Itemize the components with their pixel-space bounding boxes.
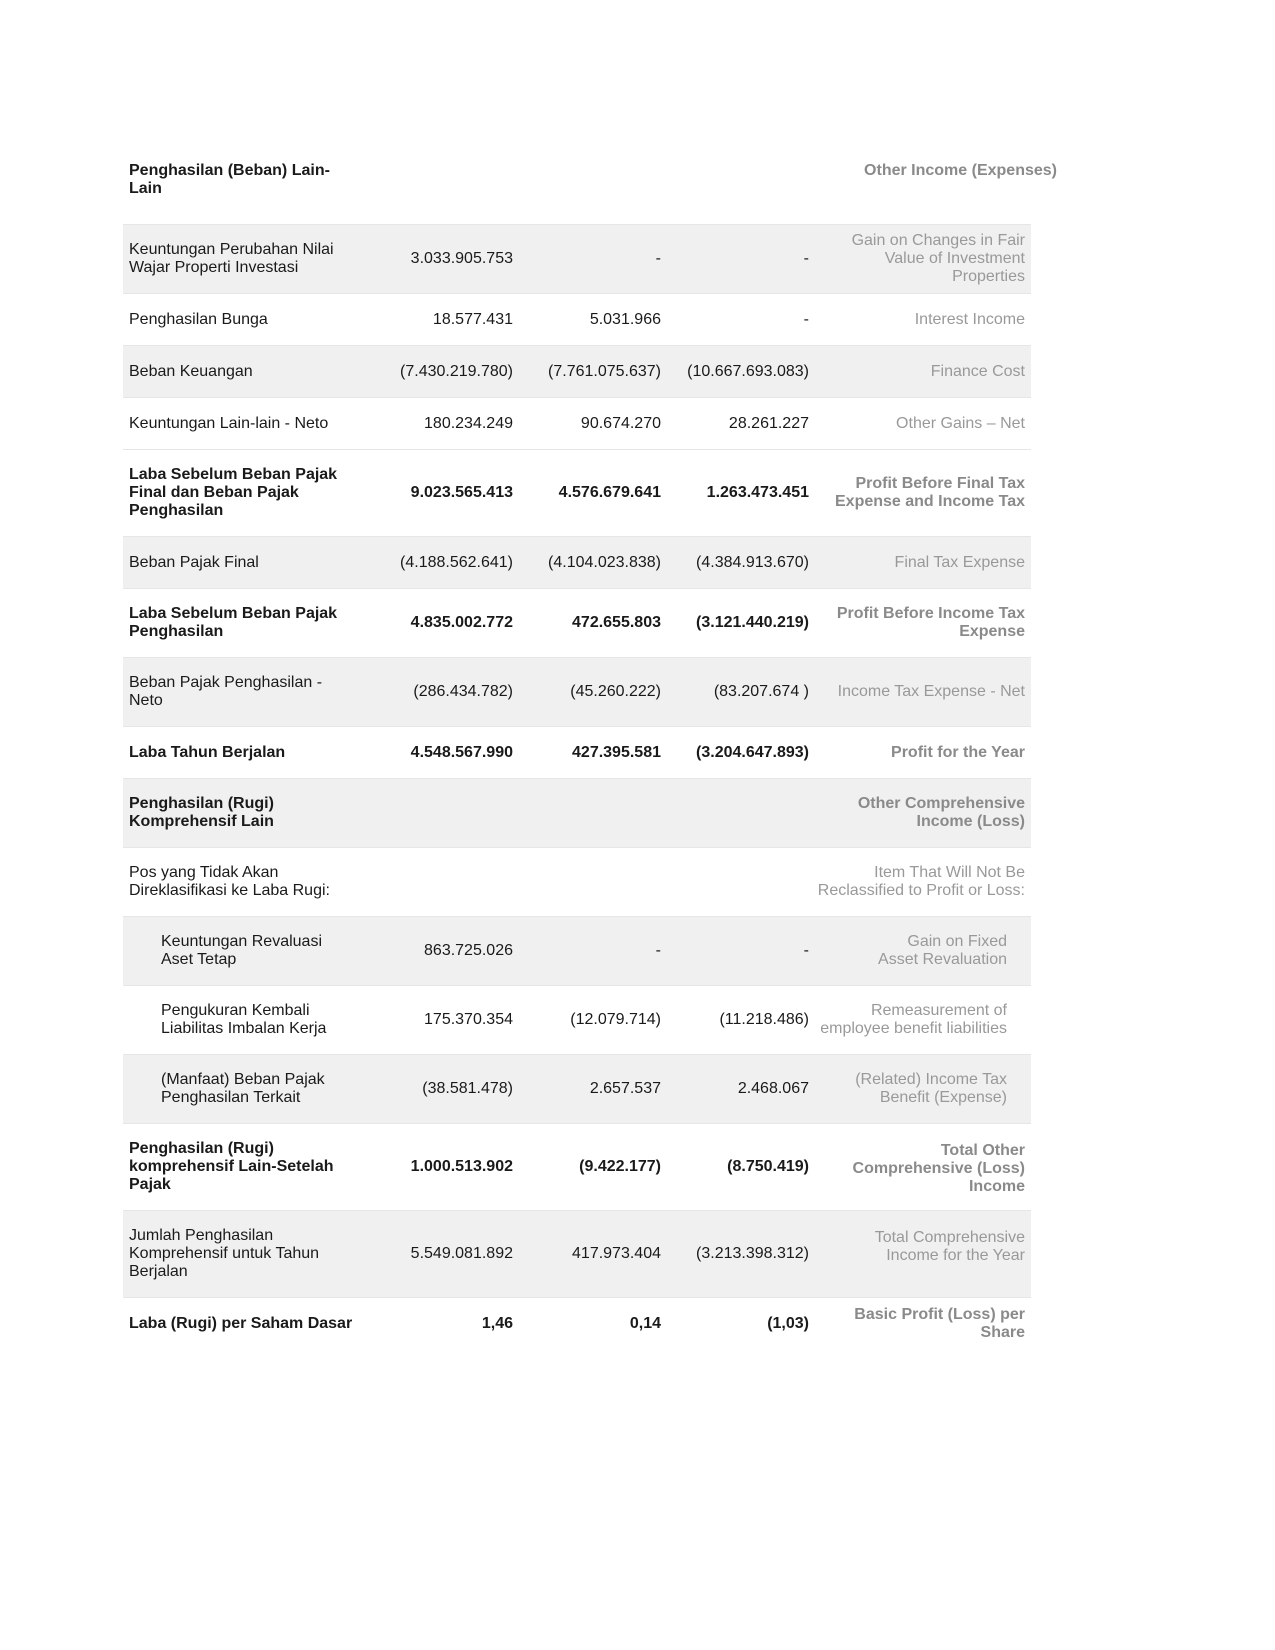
value-col-2: 0,14 [629, 1315, 661, 1332]
row-label-id: Laba Sebelum Beban Pajak Penghasilan [129, 605, 338, 640]
row-label-en: Total Other Comprehensive (Loss) Income [852, 1142, 1025, 1195]
value-col-1: 1.000.513.902 [410, 1158, 513, 1175]
table-row [123, 398, 1031, 450]
row-label-id: Laba Sebelum Beban Pajak Final dan Beban Pajak Penghasilan [129, 466, 338, 519]
row-label-id: Laba (Rugi) per Saham Dasar [129, 1315, 353, 1332]
row-label-en: Other Gains – Net [896, 414, 1025, 432]
value-col-3: (8.750.419) [727, 1158, 809, 1175]
value-col-2: (45.260.222) [570, 683, 661, 700]
row-label-en: Other Comprehensive Income (Loss) [857, 795, 1025, 830]
value-col-1: 5.549.081.892 [410, 1245, 513, 1262]
row-label-en: Profit for the Year [891, 743, 1025, 761]
value-col-3: 1.263.473.451 [706, 484, 809, 501]
value-col-3: (3.121.440.219) [696, 614, 809, 631]
table-row [123, 779, 1031, 848]
value-col-3: 2.468.067 [737, 1080, 809, 1097]
row-label-en: Interest Income [914, 310, 1025, 328]
table-row [123, 537, 1031, 589]
value-col-3: - [803, 250, 809, 267]
value-col-2: (4.104.023.838) [548, 553, 661, 571]
table-row [123, 1211, 1031, 1298]
table-row [123, 986, 1031, 1055]
row-label-id: Beban Keuangan [129, 362, 253, 380]
value-col-3: - [803, 942, 809, 959]
row-label-id: Pos yang Tidak Akan Direklasifikasi ke Laba Rugi: [129, 864, 330, 899]
value-col-3: - [803, 310, 809, 328]
divider [123, 210, 1031, 225]
table-row [123, 450, 1031, 537]
value-col-1: (38.581.478) [422, 1080, 513, 1097]
row-label-id: Keuntungan Revaluasi Aset Tetap [161, 933, 323, 968]
value-col-1: 3.033.905.753 [410, 250, 513, 267]
value-col-3: (1,03) [767, 1315, 809, 1332]
value-col-3: (4.384.913.670) [696, 553, 809, 571]
table-row [123, 1124, 1031, 1211]
table-row [123, 1298, 1031, 1350]
row-label-en: Gain on Changes in Fair Value of Investment Properties [851, 232, 1025, 285]
value-col-2: 4.576.679.641 [558, 484, 661, 501]
value-col-1: 1,46 [481, 1315, 513, 1332]
row-label-en: Finance Cost [930, 362, 1025, 380]
row-label-en: Item That Will Not Be Reclassified to Profit or Loss: [817, 864, 1025, 899]
value-col-2: 417.973.404 [572, 1245, 661, 1262]
income-statement-table [123, 160, 1063, 1350]
value-col-1: 9.023.565.413 [410, 484, 513, 501]
value-col-1: (4.188.562.641) [400, 553, 513, 571]
value-col-3: 28.261.227 [728, 414, 809, 432]
value-col-2: - [655, 942, 661, 959]
value-col-1: 4.835.002.772 [410, 614, 513, 631]
value-col-3: (3.204.647.893) [696, 743, 809, 761]
row-label-en: Total Comprehensive Income for the Year [874, 1229, 1025, 1264]
row-label-id: Jumlah Penghasilan Komprehensif untuk Tahun Berjalan [129, 1227, 320, 1280]
row-label-id: (Manfaat) Beban Pajak Penghasilan Terkait [161, 1071, 325, 1106]
value-col-2: 2.657.537 [589, 1080, 661, 1097]
table-row [123, 848, 1031, 917]
row-label-id: Pengukuran Kembali Liabilitas Imbalan Kerja [161, 1002, 327, 1037]
value-col-2: (9.422.177) [579, 1158, 661, 1175]
value-col-1: 180.234.249 [424, 414, 513, 432]
value-col-1: 863.725.026 [424, 942, 513, 959]
row-label-id: Penghasilan (Rugi) komprehensif Lain-Setelah Pajak [129, 1140, 334, 1193]
row-label-en: (Related) Income Tax Benefit (Expense) [855, 1071, 1007, 1106]
value-col-2: 427.395.581 [572, 743, 661, 761]
row-label-en: Profit Before Income Tax Expense [836, 605, 1025, 640]
value-col-1: (286.434.782) [413, 683, 513, 700]
value-col-2: 5.031.966 [589, 310, 661, 328]
row-label-id: Keuntungan Perubahan Nilai Wajar Properti Investasi [129, 241, 334, 276]
value-col-3: (11.218.486) [719, 1011, 809, 1028]
table-row [123, 294, 1031, 346]
table-row [123, 589, 1031, 658]
table-row [123, 160, 1063, 210]
row-label-id: Penghasilan Bunga [129, 310, 268, 328]
value-col-3: (83.207.674 ) [713, 683, 809, 700]
row-label-en: Remeasurement of employee benefit liabilities [820, 1002, 1007, 1037]
row-label-en: Gain on Fixed Asset Revaluation [878, 933, 1007, 968]
row-label-id: Penghasilan (Beban) Lain-Lain [129, 162, 330, 197]
row-label-id: Penghasilan (Rugi) Komprehensif Lain [129, 795, 274, 830]
value-col-2: 90.674.270 [580, 414, 661, 432]
table-row [123, 225, 1031, 294]
row-label-id: Beban Pajak Final [129, 553, 259, 571]
row-label-id: Beban Pajak Penghasilan - Neto [129, 674, 323, 709]
value-col-3: (10.667.693.083) [687, 362, 809, 380]
row-label-id: Laba Tahun Berjalan [129, 743, 286, 761]
table-row [123, 727, 1031, 779]
table-row [123, 917, 1031, 986]
value-col-1: 4.548.567.990 [410, 743, 513, 761]
table-row [123, 346, 1031, 398]
row-label-id: Keuntungan Lain-lain - Neto [129, 414, 329, 432]
value-col-1: 18.577.431 [432, 310, 513, 328]
row-label-en: Final Tax Expense [894, 553, 1025, 571]
row-label-en: Income Tax Expense - Net [837, 683, 1025, 700]
value-col-2: - [655, 250, 661, 267]
value-col-1: (7.430.219.780) [400, 362, 513, 380]
table-row [123, 1055, 1031, 1124]
value-col-3: (3.213.398.312) [696, 1245, 809, 1262]
value-col-1: 175.370.354 [424, 1011, 513, 1028]
row-label-en: Other Income (Expenses) [864, 162, 1057, 179]
table-row [123, 658, 1031, 727]
value-col-2: (12.079.714) [570, 1011, 661, 1028]
row-label-en: Profit Before Final Tax Expense and Income Tax [835, 475, 1025, 510]
value-col-2: 472.655.803 [572, 614, 661, 631]
value-col-2: (7.761.075.637) [548, 362, 661, 380]
row-label-en: Basic Profit (Loss) per Share [854, 1306, 1025, 1341]
